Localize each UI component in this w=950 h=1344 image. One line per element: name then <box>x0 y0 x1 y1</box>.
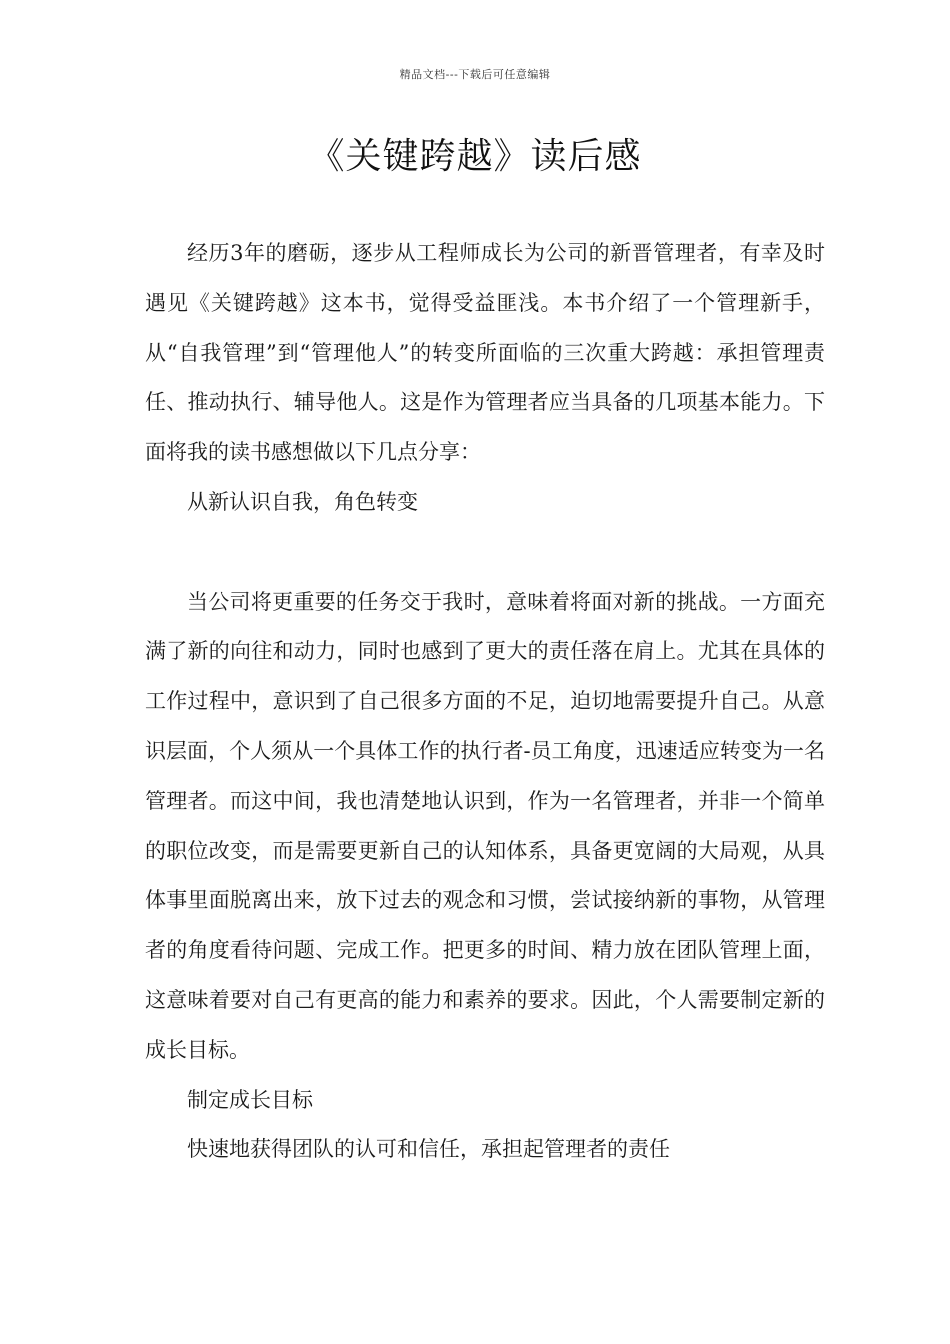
section2-item: 快速地获得团队的认可和信任，承担起管理者的责任 <box>187 1137 670 1162</box>
header-note: 精品文档---下载后可任意编辑 <box>399 68 551 81</box>
section2-heading: 制定成长目标 <box>187 1087 313 1112</box>
intro-paragraph: 经历3年的磨砺，逐步从工程师成长为公司的新晋管理者，有幸及时遇见《关键跨越》这本书，觉得受益匪浅。本书介绍了一个管理新手，从“自我管理”到“管理他人”的转变所面临的三次重大跨越：承担管理责任、推动执行、辅导他人。这是作为管理者应当具备的几项基本能力。下面将我的读书感想做以下几点分享： <box>145 241 825 465</box>
document-title: 《关键跨越》读后感 <box>308 136 642 177</box>
document-body <box>145 229 825 1175</box>
section1-heading: 从新认识自我，角色转变 <box>187 489 418 514</box>
section1-paragraph: 当公司将更重要的任务交于我时，意味着将面对新的挑战。一方面充满了新的向往和动力，同时也感到了更大的责任落在肩上。尤其在具体的工作过程中，意识到了自己很多方面的不足，迫切地需要提升自己。从意识层面，个人须从一个具体工作的执行者-员工角度，迅速适应转变为一名管理者。而这中间，我也清楚地认识到，作为一名管理者，并非一个简单的职位改变，而是需要更新自己的认知体系，具备更宽阔的大局观，从具体事里面脱离出来，放下过去的观念和习惯，尝试接纳新的事物，从管理者的角度看待问题、完成工作。把更多的时间、精力放在团队管理上面，这意味着要对自己有更高的能力和素养的要求。因此，个人需要制定新的成长目标。 <box>145 589 825 1062</box>
paragraph-spacer <box>145 528 825 578</box>
